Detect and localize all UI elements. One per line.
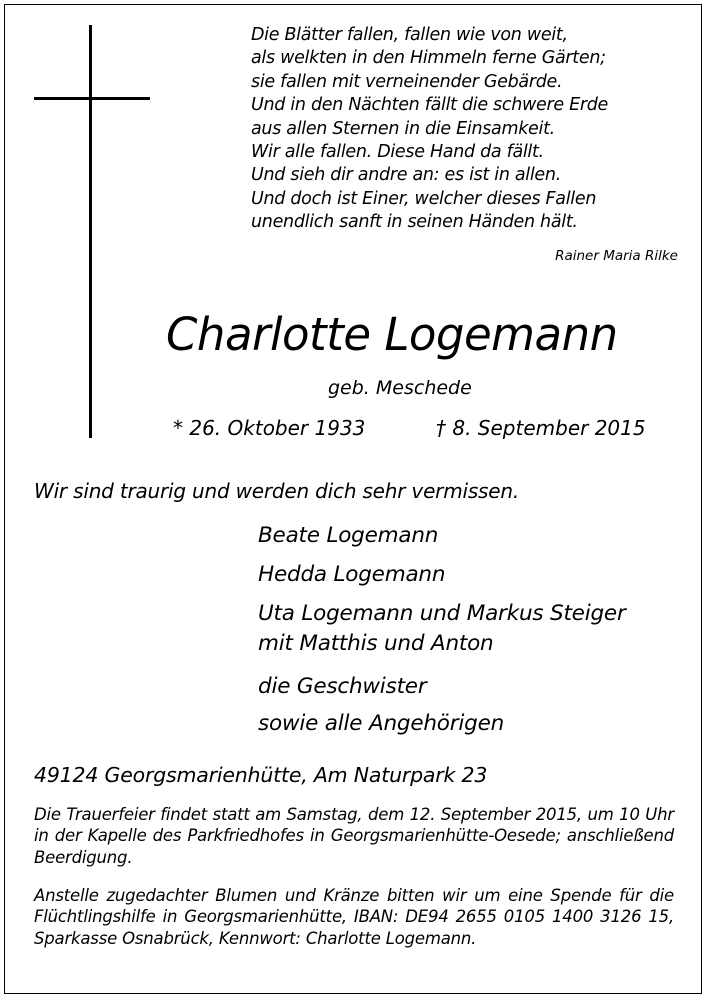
- address: 49124 Georgsmarienhütte, Am Naturpark 23: [34, 763, 488, 787]
- poem-line: sie fallen mit verneinender Gebärde.: [251, 71, 563, 92]
- mourner-line: die Geschwister: [258, 674, 427, 699]
- poem: [251, 24, 691, 235]
- poem-author: Rainer Maria Rilke: [555, 248, 678, 264]
- death-date: † 8. September 2015: [436, 416, 646, 440]
- maiden-name: geb. Meschede: [328, 377, 472, 399]
- mourner-line: Hedda Logemann: [258, 562, 446, 587]
- mourner-line: Uta Logemann und Markus Steiger: [258, 601, 626, 626]
- donation-info: Anstelle zugedachter Blumen und Kränze bitten wir um eine Spende für die Flüchtlingshilfe in Georgsmarienhütte, IBAN: DE94 2655 0105 1400 3126 15, Sparkasse Osnabrück, Kennwort: Charlotte Logemann.: [34, 886, 674, 948]
- poem-line: unendlich sanft in seinen Händen hält.: [251, 212, 578, 233]
- poem-line: Wir alle fallen. Diese Hand da fällt.: [251, 142, 544, 163]
- poem-line: als welkten in den Himmeln ferne Gärten;: [251, 48, 606, 69]
- cross-vertical-bar: [89, 25, 92, 438]
- mourner-line: sowie alle Angehörigen: [258, 711, 505, 736]
- funeral-info: Die Trauerfeier findet statt am Samstag, dem 12. September 2015, um 10 Uhr in der Kapelle des Parkfriedhofes in Georgsmarienhütte-Oesede; anschließend Beerdigung.: [34, 805, 674, 867]
- mourner-list: [258, 560, 698, 590]
- mourner-list: [258, 521, 698, 551]
- poem-line: Die Blätter fallen, fallen wie von weit,: [251, 25, 568, 45]
- cross-horizontal-bar: [34, 97, 150, 100]
- deceased-name: Charlotte Logemann: [166, 308, 618, 361]
- birth-date: * 26. Oktober 1933: [173, 416, 366, 440]
- mourner-line: mit Matthis und Anton: [258, 631, 494, 656]
- poem-line: Und sieh dir andre an: es ist in allen.: [251, 165, 561, 186]
- mourner-list: [258, 709, 698, 739]
- mourner-list: [258, 599, 698, 659]
- mourner-list: [258, 672, 698, 702]
- poem-line: Und doch ist Einer, welcher dieses Fallen: [251, 188, 597, 209]
- mourner-line: Beate Logemann: [258, 523, 439, 548]
- farewell-message: Wir sind traurig und werden dich sehr vermissen.: [34, 479, 520, 503]
- poem-line: aus allen Sternen in die Einsamkeit.: [251, 118, 555, 139]
- poem-line: Und in den Nächten fällt die schwere Erde: [251, 95, 609, 116]
